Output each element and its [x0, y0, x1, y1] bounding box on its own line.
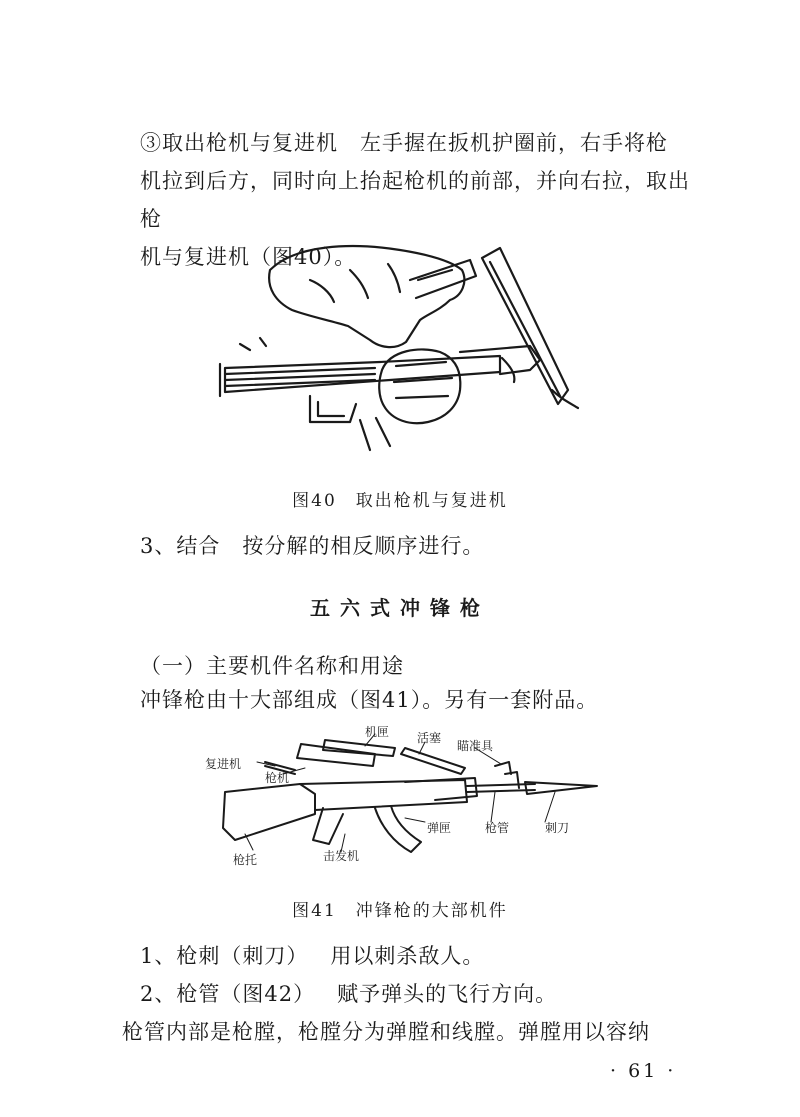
intro-text: 冲锋枪由十大部组成（图41）。另有一套附品。 — [140, 688, 599, 712]
item-2-heading: 2、枪管（图42） — [140, 982, 316, 1006]
bolt-part — [297, 744, 375, 766]
section3-line3: 机与复进机（图40）。 — [140, 245, 357, 269]
label-danxia: 弹匣 — [427, 821, 452, 835]
subsection-title: （一）主要机件名称和用途 — [140, 654, 404, 678]
piston-part — [401, 748, 465, 774]
label-qiangtuo: 枪托 — [233, 853, 258, 867]
chapter-title: 五六式冲锋枪 — [310, 596, 490, 620]
figure41-illustration — [205, 722, 605, 882]
label-jixia: 机匣 — [365, 725, 390, 739]
label-cidao: 刺刀 — [545, 821, 570, 835]
magazine-part — [375, 806, 421, 852]
step3-line — [140, 530, 484, 560]
item-1-text: 用以刺杀敌人。 — [330, 944, 485, 968]
section3-line2: 机拉到后方，同时向上抬起枪机的前部，并向右拉，取出枪 — [140, 169, 690, 231]
section3-text-line1: 左手握在扳机护圈前，右手将枪 — [360, 131, 668, 155]
label-fujinji: 复进机 — [205, 757, 242, 771]
section3-line1 — [140, 124, 700, 162]
figure40-caption: 图40 取出枪机与复进机 — [292, 491, 508, 511]
label-huosai: 活塞 — [417, 731, 442, 745]
item-2 — [140, 978, 557, 1008]
receiver-part — [300, 780, 467, 810]
label-jifaji: 击发机 — [323, 849, 360, 863]
figure40-illustration — [200, 240, 600, 465]
step3-text: 按分解的相反顺序进行。 — [242, 534, 485, 558]
label-qiangji: 枪机 — [265, 771, 290, 785]
label-qiangguan: 枪管 — [485, 821, 510, 835]
last-line: 枪管内部是枪膛，枪膛分为弹膛和线膛。弹膛用以容纳 — [122, 1020, 650, 1044]
section3-heading: ③取出枪机与复进机 — [140, 131, 338, 155]
label-miaozhunju: 瞄准具 — [457, 739, 494, 753]
stock-part — [223, 784, 315, 840]
step3-heading: 3、结合 — [140, 534, 221, 558]
recoil-spring-part — [265, 762, 295, 770]
item-1 — [140, 940, 484, 970]
item-2-text: 赋予弹头的飞行方向。 — [337, 982, 558, 1006]
sight-part — [495, 762, 511, 774]
figure41-caption: 图41 冲锋枪的大部机件 — [292, 901, 508, 921]
trigger-group-part — [313, 808, 343, 844]
page-number: · 61 · — [610, 1060, 677, 1082]
item-1-heading: 1、枪刺（刺刀） — [140, 944, 309, 968]
